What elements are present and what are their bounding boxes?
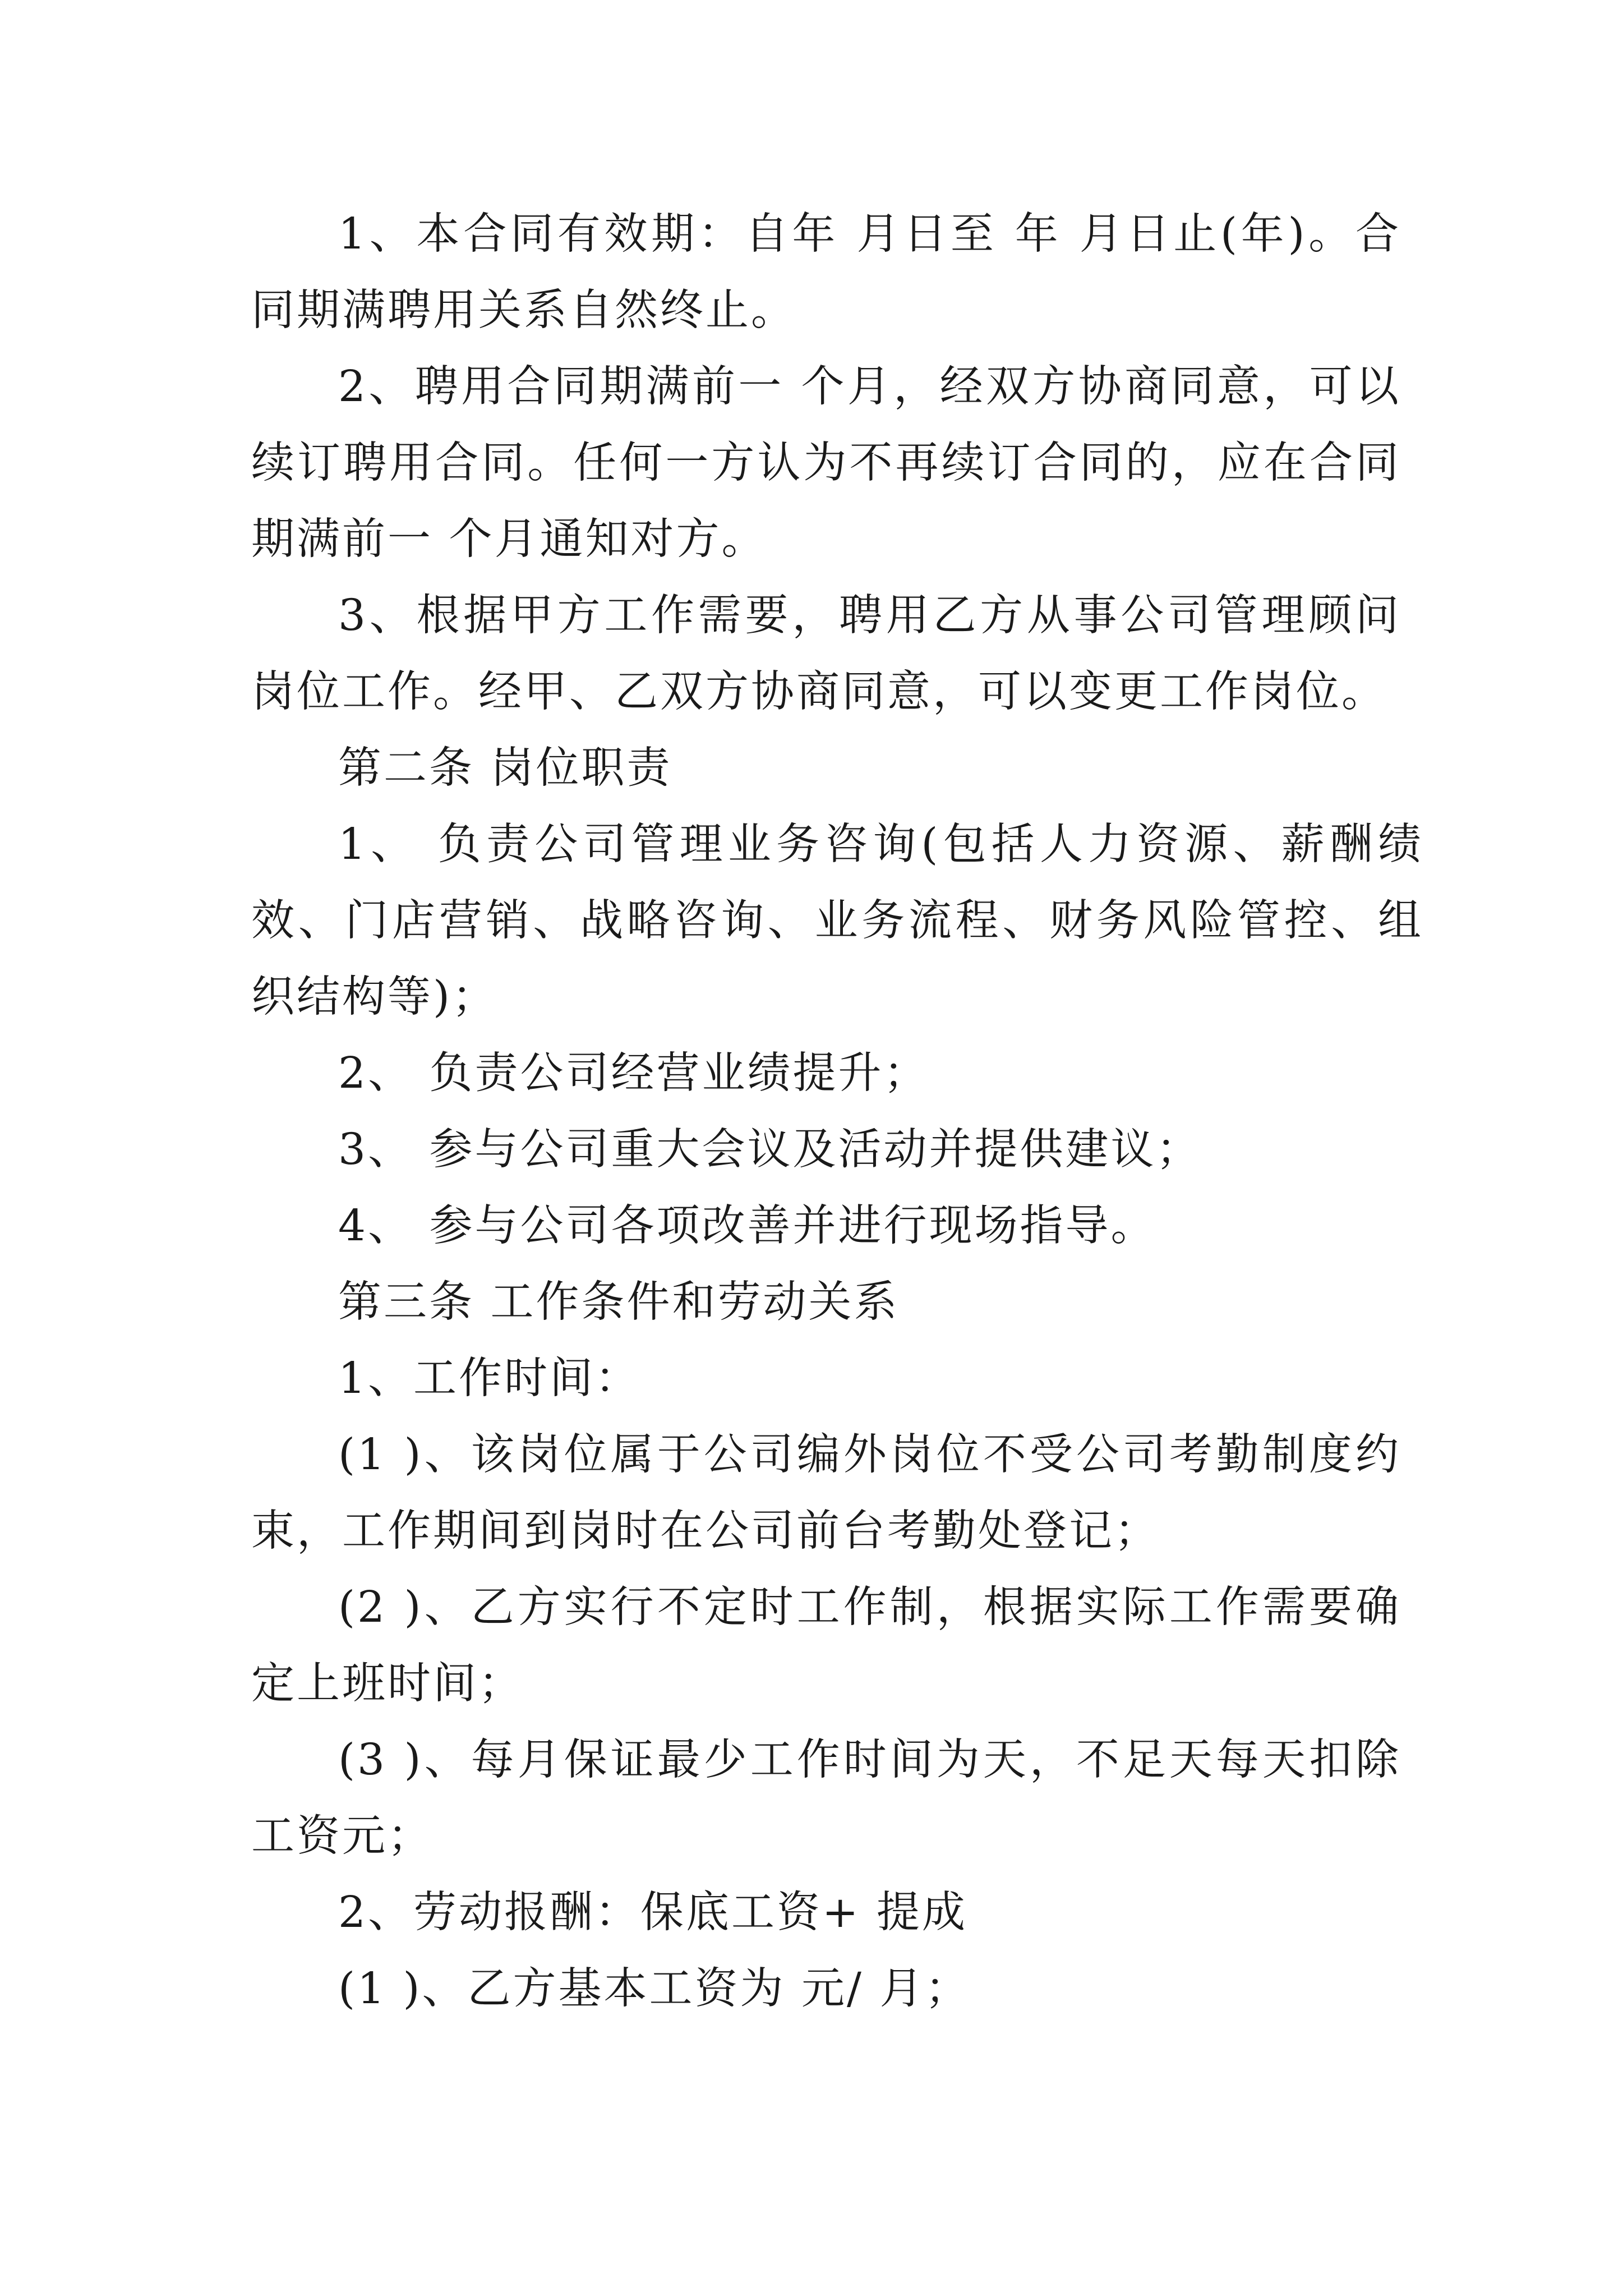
paragraph-work-time-1: (1 )、该岗位属于公司编外岗位不受公司考勤制度约束，工作期间到岗时在公司前台考勤处登记；: [251, 1430, 1401, 1556]
paragraph-term-validity: 1、本合同有效期：自年 月日至 年 月日止(年)。合同期满聘用关系自然终止。: [251, 209, 1401, 335]
paragraph-duty-1: 1、 负责公司管理业务咨询(包括人力资源、薪酬绩效、门店营销、战略咨询、业务流程、财务风险管控、组织结构等)；: [251, 820, 1423, 1022]
paragraph-work-time-3: (3 )、每月保证最少工作时间为天，不足天每天扣除工资元；: [251, 1735, 1401, 1861]
section-heading-conditions: 第三条 工作条件和劳动关系: [338, 1277, 900, 1327]
paragraph-renewal: 2、聘用合同期满前一 个月，经双方协商同意，可以续订聘用合同。任何一方认为不再续订合同的，应在合同期满前一 个月通知对方。: [251, 362, 1401, 564]
paragraph-duty-4: 4、 参与公司各项改善并进行现场指导。: [338, 1201, 1156, 1251]
contract-body: [251, 196, 1423, 2027]
section-heading-duties: 第二条 岗位职责: [338, 743, 672, 793]
paragraph-work-time: 1、工作时间：: [338, 1354, 640, 1404]
paragraph-position: 3、根据甲方工作需要，聘用乙方从事公司管理顾问 岗位工作。经甲、乙双方协商同意，可以变更工作岗位。: [251, 591, 1417, 717]
paragraph-remuneration-1: (1 )、乙方基本工资为 元/ 月；: [338, 1964, 971, 2014]
paragraph-work-time-2: (2 )、乙方实行不定时工作制，根据实际工作需要确定上班时间；: [251, 1582, 1401, 1709]
paragraph-duty-2: 2、 负责公司经营业绩提升；: [338, 1048, 929, 1098]
paragraph-remuneration: 2、劳动报酬：保底工资+ 提成: [338, 1888, 967, 1938]
paragraph-duty-3: 3、 参与公司重大会议及活动并提供建议；: [338, 1125, 1202, 1175]
